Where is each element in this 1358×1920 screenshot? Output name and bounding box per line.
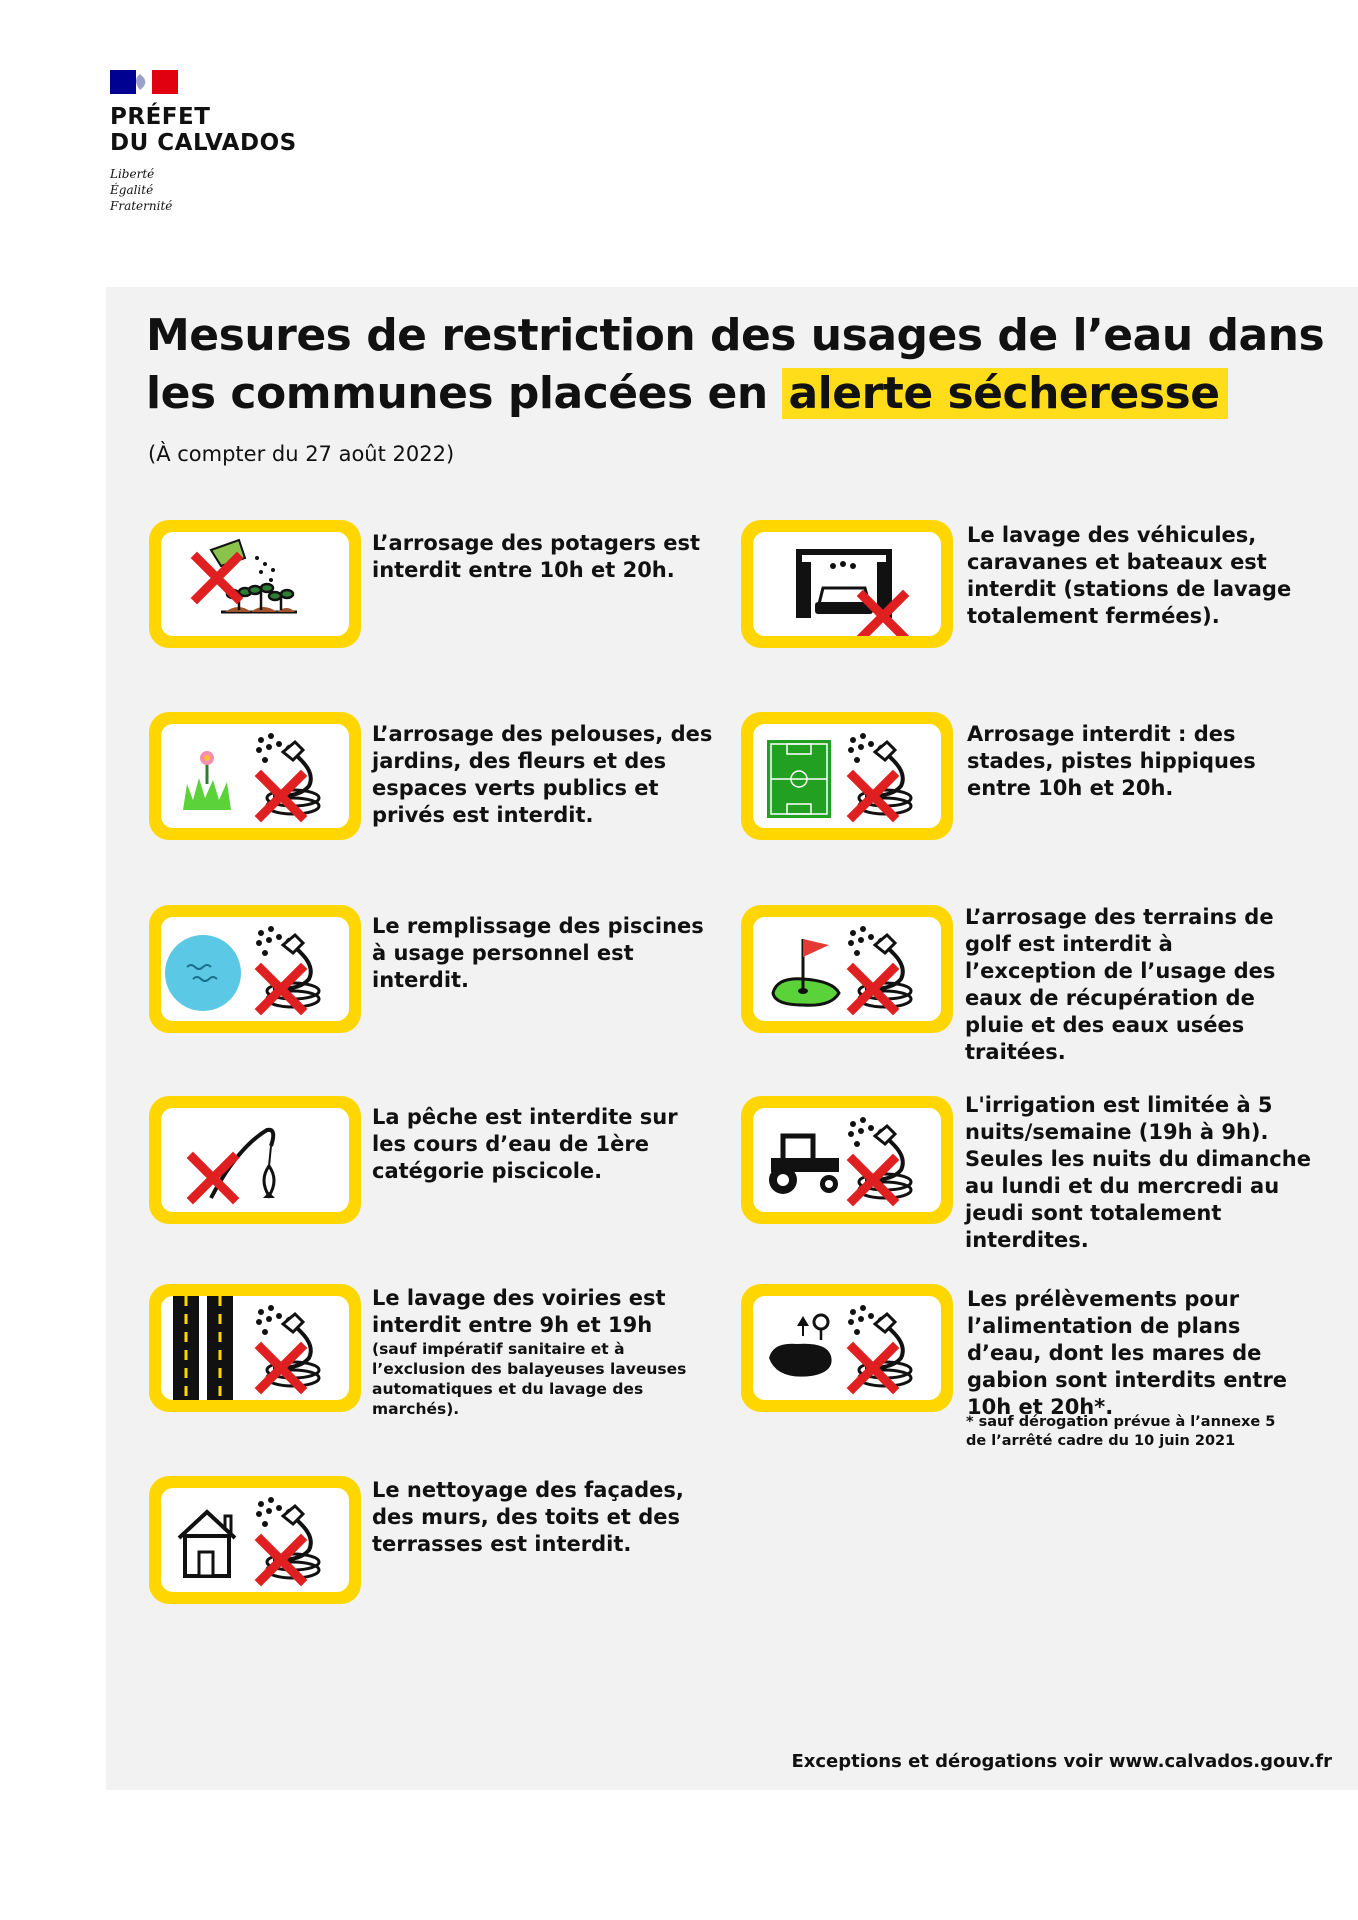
watering-can-garden-icon <box>161 532 349 636</box>
prefecture-logo <box>110 70 297 214</box>
measure-text-pool: Le remplissage des piscines à usage personnel est interdit. <box>372 914 704 992</box>
measure-text-lawn: L’arrosage des pelouses, des jardins, des fleurs et des espaces verts publics et privés est interdit. <box>372 722 713 827</box>
measure-card-car-wash <box>741 520 953 648</box>
golf-hose-icon <box>753 917 941 1021</box>
footnote: * sauf dérogation prévue à l’annexe 5 de l’arrêté cadre du 10 juin 2021 <box>966 1414 1276 1449</box>
measure-text-golf: L’arrosage des terrains de golf est interdit à l’exception de l’usage des eaux de récupération de pluie et des eaux usées traitées. <box>965 905 1276 1064</box>
fishing-rod-icon <box>161 1108 349 1212</box>
prohibited-cross-icon <box>197 558 237 598</box>
road-hose-icon <box>161 1296 349 1400</box>
stadium-hose-icon <box>753 724 941 828</box>
measure-text-stadium: Arrosage interdit : des stades, pistes hippiques entre 10h et 20h. <box>967 722 1256 800</box>
measure-card-fishing <box>149 1096 361 1224</box>
prefet-title: PRÉFET DU CALVADOS <box>110 104 297 156</box>
lawn-flower-hose-icon <box>161 724 349 828</box>
measure-text-pond: Les prélèvements pour l’alimentation de plans d’eau, dont les mares de gabion sont interdits entre 10h et 20h*. <box>967 1287 1288 1419</box>
house-hose-icon <box>161 1488 349 1592</box>
measure-card-pool <box>149 905 361 1033</box>
measure-text-road-detail: (sauf impératif sanitaire et à l’exclusion des balayeuses laveuses automatiques et du lavage des marchés). <box>372 1340 687 1418</box>
car-wash-icon <box>753 532 941 636</box>
pool-hose-icon <box>161 917 349 1021</box>
measure-card-vegetable-garden <box>149 520 361 648</box>
measure-card-lawn <box>149 712 361 840</box>
tractor-hose-icon <box>753 1108 941 1212</box>
measure-text-car-wash: Le lavage des véhicules, caravanes et bateaux est interdit (stations de lavage totalement fermées). <box>967 523 1292 628</box>
measure-card-pond <box>741 1284 953 1412</box>
measure-text-irrigation: L'irrigation est limitée à 5 nuits/semaine (19h à 9h). Seules les nuits du dimanche au lundi et du mercredi au jeudi sont totalement interdites. <box>965 1093 1311 1252</box>
footer-link-text: Exceptions et dérogations voir www.calvados.gouv.fr <box>791 1751 1332 1772</box>
title-highlight: alerte sécheresse <box>782 368 1227 419</box>
measure-text-fishing: La pêche est interdite sur les cours d’eau de 1ère catégorie piscicole. <box>372 1105 678 1183</box>
measure-card-road <box>149 1284 361 1412</box>
measure-card-golf <box>741 905 953 1033</box>
measure-card-facade <box>149 1476 361 1604</box>
page-title: Mesures de restriction des usages de l’eau dans les communes placées en alerte sécheresse <box>146 310 1325 419</box>
pond-hose-icon <box>753 1296 941 1400</box>
measure-text-vegetable-garden: L’arrosage des potagers est interdit entre 10h et 20h. <box>372 531 701 582</box>
measure-card-irrigation <box>741 1096 953 1224</box>
marianne-flag-icon <box>110 70 178 94</box>
measure-text-road: Le lavage des voiries est interdit entre 9h et 19h (sauf impératif sanitaire et à l’exclusion des balayeuses laveuses automatiques et du lavage des marchés). <box>372 1285 722 1419</box>
measure-text-facade: Le nettoyage des façades, des murs, des toits et des terrasses est interdit. <box>372 1478 684 1556</box>
measure-card-stadium <box>741 712 953 840</box>
effective-date: (À compter du 27 août 2022) <box>148 442 455 466</box>
republic-motto: Liberté Égalité Fraternité <box>110 167 173 213</box>
